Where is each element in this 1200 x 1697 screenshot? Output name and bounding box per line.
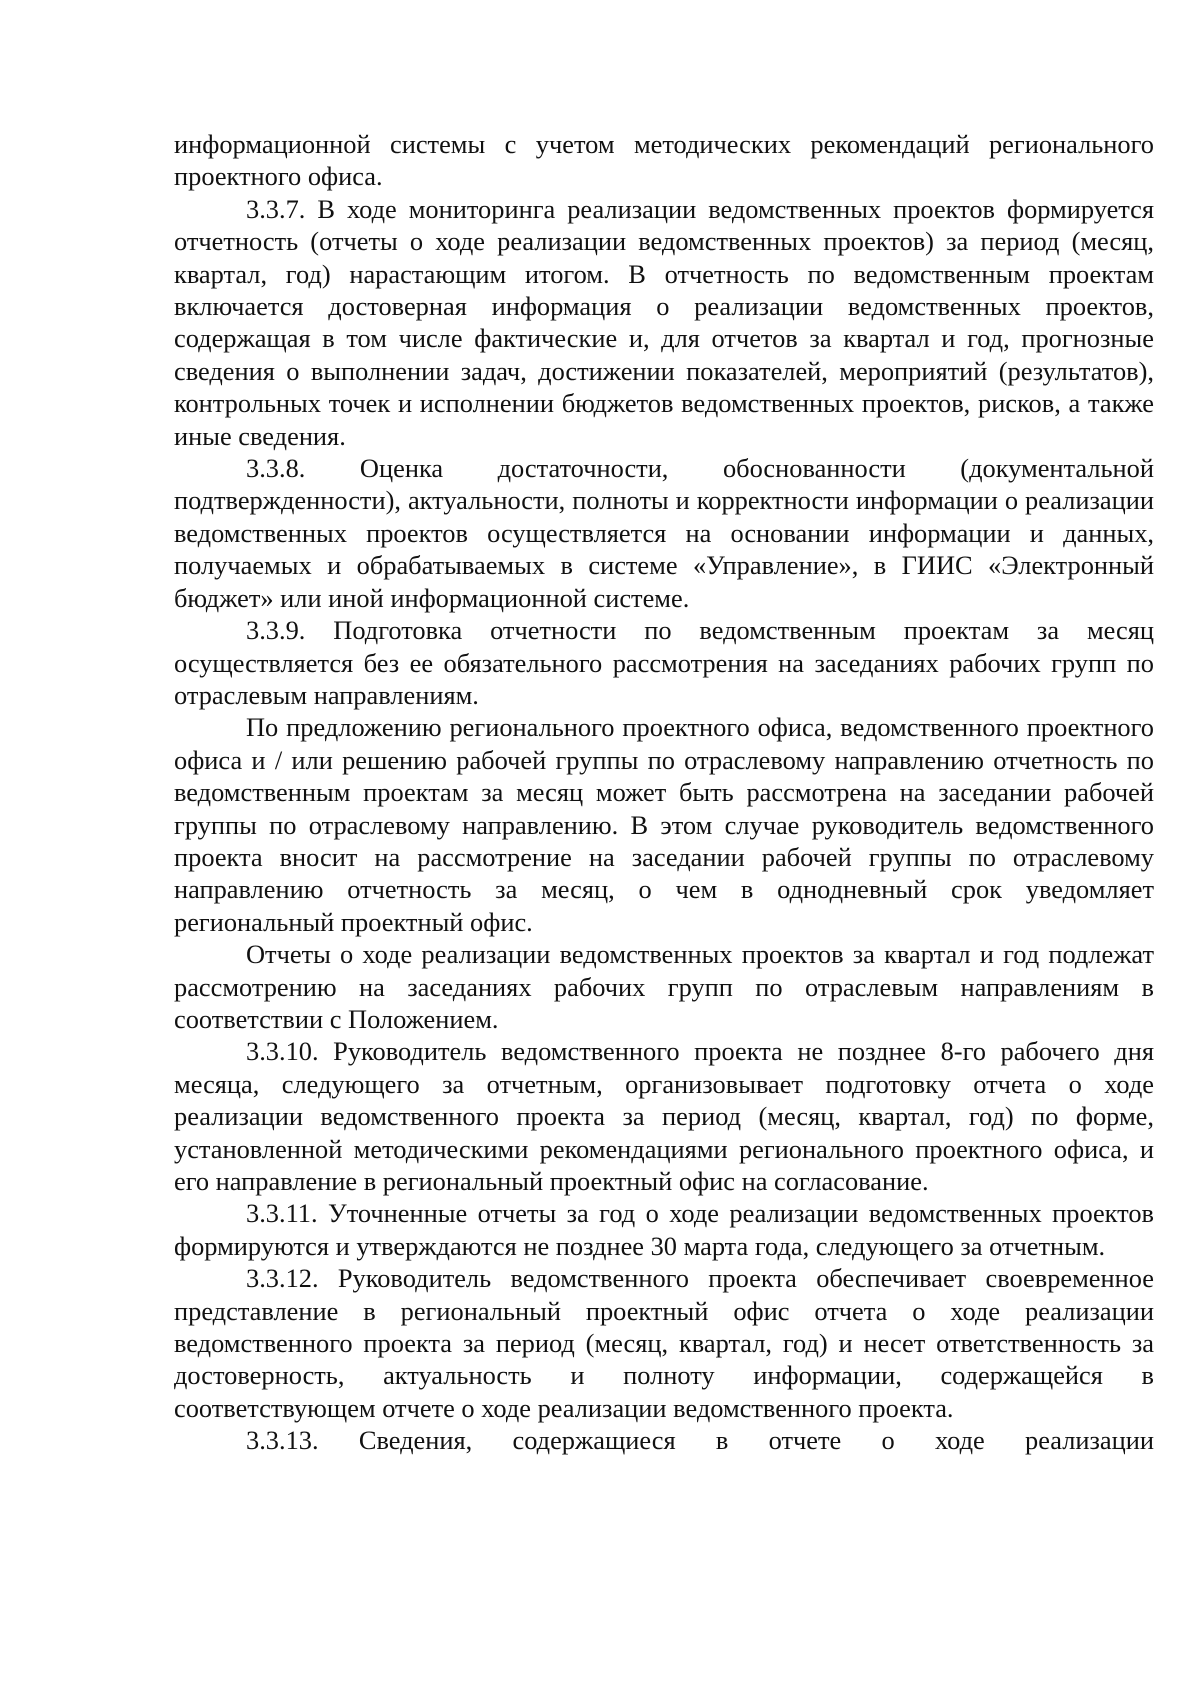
paragraph-proposal: По предложению регионального проектного офиса, ведомственного проектного офиса и / или решению рабочей группы по отраслевому направлению отчетность по ведомственным проектам за месяц может быть рассмотрена на заседании рабочей группы по отраслевому направлению. В этом случае руководитель ведомственного проекта вносит на рассмотрение на заседании рабочей группы по отраслевому направлению отчетность за месяц, о чем в однодневный срок уведомляет региональный проектный офис. xyxy=(174,712,1154,937)
document-body xyxy=(174,128,1154,1457)
paragraph-3-3-7: 3.3.7. В ходе мониторинга реализации ведомственных проектов формируется отчетность (отчеты о ходе реализации ведомственных проектов) за период (месяц, квартал, год) нарастающим итогом. В отчетность по ведомственным проектам включается достоверная информация о реализации ведомственных проектов, содержащая в том числе фактические и, для отчетов за квартал и год, прогнозные сведения о выполнении задач, достижении показателей, мероприятий (результатов), контрольных точек и исполнении бюджетов ведомственных проектов, рисков, а также иные сведения. xyxy=(174,193,1154,451)
paragraph-3-3-9: 3.3.9. Подготовка отчетности по ведомственным проектам за месяц осуществляется без ее обязательного рассмотрения на заседаниях рабочих групп по отраслевым направлениям. xyxy=(174,615,1154,710)
paragraph-continuation: информационной системы с учетом методических рекомендаций регионального проектного офиса. xyxy=(174,129,1154,192)
paragraph-3-3-11: 3.3.11. Уточненные отчеты за год о ходе реализации ведомственных проектов формируются и утверждаются не позднее 30 марта года, следующего за отчетным. xyxy=(174,1198,1154,1261)
paragraph-reports: Отчеты о ходе реализации ведомственных проектов за квартал и год подлежат рассмотрению на заседаниях рабочих групп по отраслевым направлениям в соответствии с Положением. xyxy=(174,939,1154,1034)
paragraph-3-3-13: 3.3.13. Сведения, содержащиеся в отчете о ходе реализации xyxy=(246,1425,1154,1456)
paragraph-3-3-8: 3.3.8. Оценка достаточности, обоснованности (документальной подтвержденности), актуальности, полноты и корректности информации о реализации ведомственных проектов осуществляется на основании информации и данных, получаемых и обрабатываемых в системе «Управление», в ГИИС «Электронный бюджет» или иной информационной системе. xyxy=(174,453,1154,613)
paragraph-3-3-10: 3.3.10. Руководитель ведомственного проекта не позднее 8-го рабочего дня месяца, следующего за отчетным, организовывает подготовку отчета о ходе реализации ведомственного проекта за период (месяц, квартал, год) по форме, установленной методическими рекомендациями регионального проектного офиса, и его направление в региональный проектный офис на согласование. xyxy=(174,1036,1154,1196)
paragraph-3-3-12: 3.3.12. Руководитель ведомственного проекта обеспечивает своевременное представление в региональный проектный офис отчета о ходе реализации ведомственного проекта за период (месяц, квартал, год) и несет ответственность за достоверность, актуальность и полноту информации, содержащейся в соответствующем отчете о ходе реализации ведомственного проекта. xyxy=(174,1263,1154,1423)
